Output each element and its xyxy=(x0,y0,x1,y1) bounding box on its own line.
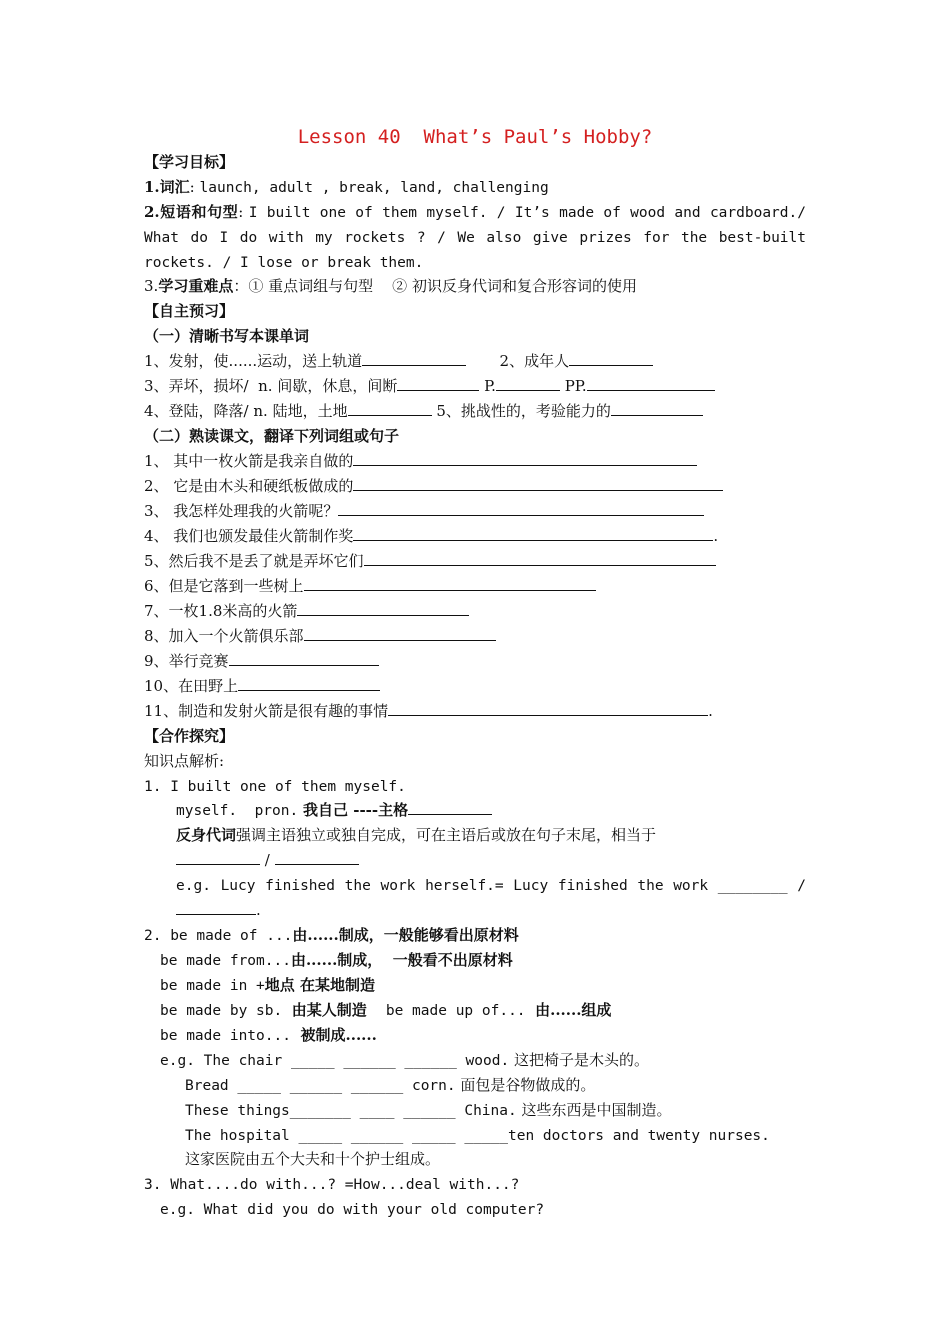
lesson-title: Lesson 40 What’s Paul’s Hobby? xyxy=(297,126,653,148)
text-line-9: 1、发射，使......运动，送上轨道 2、成年人 xyxy=(144,351,653,371)
text-line-6: 3.学习重难点：① 重点词组与句型 ② 初识反身代词和复合形容词的使用 xyxy=(144,277,637,295)
answer-blank[interactable] xyxy=(408,800,492,815)
answer-blank[interactable] xyxy=(353,526,713,541)
answer-blank[interactable] xyxy=(238,676,380,691)
text-line-43: e.g. What did you do with your old computer? xyxy=(160,1202,545,1218)
text-line-17: 5、然后我不是丢了就是弄坏它们 xyxy=(144,551,716,571)
text-line-28: 反身代词强调主语独立或独自完成，可在主语后或放在句子末尾，相当于 xyxy=(176,826,657,844)
text-line-41: 这家医院由五个大夫和十个护士组成。 xyxy=(185,1150,441,1168)
text-line-23: 11、制造和发射火箭是很有趣的事情 . xyxy=(144,702,713,720)
text-line-40: The hospital _____ ______ _____ _____ten doctors and twenty nurses. xyxy=(185,1128,770,1144)
text-line-7: 【自主预习】 xyxy=(144,302,235,320)
text-line-24: 【合作探究】 xyxy=(144,727,235,745)
text-line-1: 【学习目标】 xyxy=(144,153,235,171)
text-line-31: . xyxy=(176,900,261,920)
answer-blank[interactable] xyxy=(176,850,260,865)
answer-blank[interactable] xyxy=(348,401,432,416)
text-line-19: 7、一枚1.8米高的火箭 xyxy=(144,601,469,621)
answer-blank[interactable] xyxy=(229,651,379,666)
answer-blank[interactable] xyxy=(353,451,697,466)
answer-blank[interactable] xyxy=(611,401,703,416)
text-line-30: e.g. Lucy finished the work herself.= Lucy finished the work ________ / xyxy=(176,878,806,894)
text-line-13: 1、 其中一枚火箭是我亲自做的 xyxy=(144,451,697,471)
text-line-15: 3、 我怎样处理我的火箭呢？ xyxy=(144,501,704,521)
answer-blank[interactable] xyxy=(338,501,704,516)
text-line-32: 2. be made of ...由......制成，一般能够看出原材料 xyxy=(144,926,519,944)
text-line-16: 4、 我们也颁发最佳火箭制作奖 . xyxy=(144,527,719,545)
answer-blank[interactable] xyxy=(304,576,596,591)
text-line-34: be made in +地点 在某地制造 xyxy=(160,976,375,994)
answer-blank[interactable] xyxy=(297,601,469,616)
text-line-8: （一）清晰书写本课单词 xyxy=(144,327,310,345)
text-line-27: myself. pron. 我自己 ----主格 xyxy=(176,800,492,820)
text-line-18: 6、但是它落到一些树上 xyxy=(144,576,596,596)
text-line-3: 2.短语和句型: I built one of them myself. / It’s made of wood and cardboard./ xyxy=(144,203,806,221)
text-line-35: be made by sb. 由某人制造 be made up of... 由......组成 xyxy=(160,1001,612,1019)
text-line-4: What do I do with my rockets ? / We also give prizes for the best-built xyxy=(144,230,806,246)
answer-blank[interactable] xyxy=(364,551,716,566)
text-line-12: （二）熟读课文，翻译下列词组或句子 xyxy=(144,427,400,445)
text-line-39: These things_______ ____ ______ China. 这些东西是中国制造。 xyxy=(185,1101,672,1119)
text-line-37: e.g. The chair _____ ______ ______ wood. 这把椅子是木头的。 xyxy=(160,1051,649,1069)
text-line-14: 2、 它是由木头和硬纸板做成的 xyxy=(144,476,723,496)
answer-blank[interactable] xyxy=(275,850,359,865)
answer-blank[interactable] xyxy=(388,701,708,716)
answer-blank[interactable] xyxy=(176,900,256,915)
text-line-22: 10、在田野上 xyxy=(144,676,380,696)
text-line-42: 3. What....do with...? =How...deal with...? xyxy=(144,1177,520,1193)
text-line-20: 8、加入一个火箭俱乐部 xyxy=(144,626,496,646)
answer-blank[interactable] xyxy=(304,626,496,641)
answer-blank[interactable] xyxy=(569,351,653,366)
answer-blank[interactable] xyxy=(353,476,723,491)
text-line-29: / xyxy=(176,850,359,870)
text-line-25: 知识点解析: xyxy=(144,752,225,770)
text-line-2: 1.词汇: launch, adult , break, land, challenging xyxy=(144,178,549,196)
text-line-10: 3、弄坏，损坏/ n. 间歇，休息，间断 P. PP. xyxy=(144,376,715,396)
answer-blank[interactable] xyxy=(397,376,479,391)
answer-blank[interactable] xyxy=(496,376,560,391)
text-line-36: be made into... 被制成...... xyxy=(160,1026,377,1044)
text-line-26: 1. I built one of them myself. xyxy=(144,779,406,795)
answer-blank[interactable] xyxy=(362,351,466,366)
text-line-33: be made from...由......制成， 一般看不出原材料 xyxy=(160,951,513,969)
text-line-38: Bread _____ ______ ______ corn. 面包是谷物做成的。 xyxy=(185,1076,596,1094)
answer-blank[interactable] xyxy=(587,376,715,391)
text-line-11: 4、登陆，降落/ n. 陆地，土地 5、挑战性的，考验能力的 xyxy=(144,401,703,421)
text-line-5: rockets. / I lose or break them. xyxy=(144,255,424,271)
text-line-21: 9、举行竞赛 xyxy=(144,651,379,671)
